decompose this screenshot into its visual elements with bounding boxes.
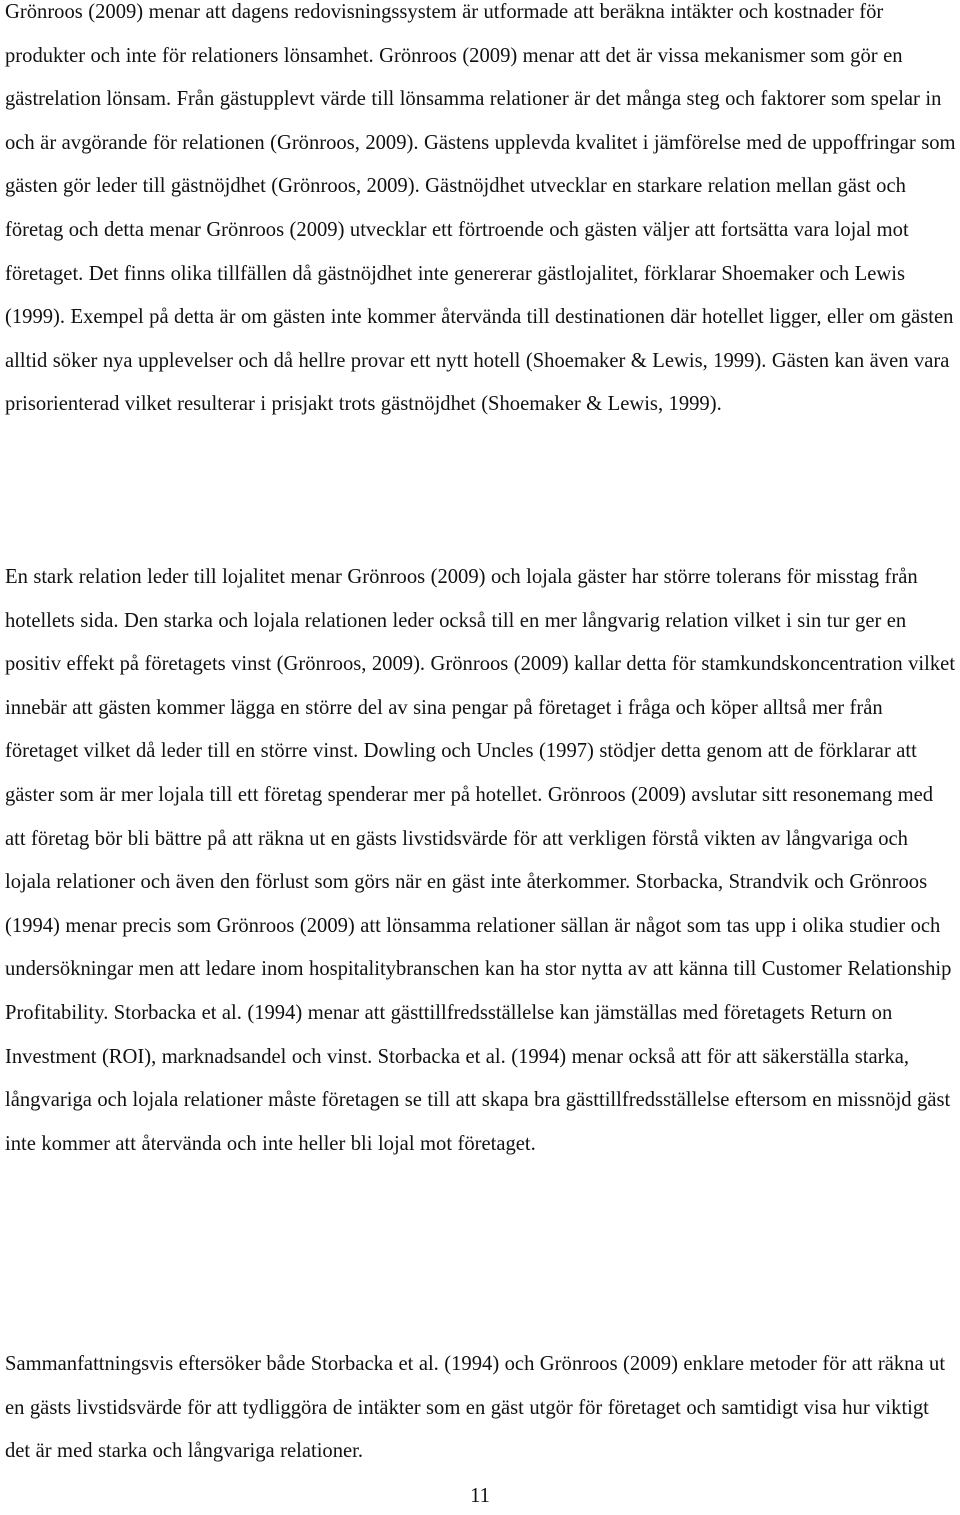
body-paragraph: Sammanfattningsvis eftersöker både Storbacka et al. (1994) och Grönroos (2009) enklare metoder för att räkna ut en gästs livstidsvärde för att tydliggöra de intäkter som en gäst utgör för företaget och samtidigt visa hur viktigt det är med starka och långvariga relationer. [5, 1353, 946, 1463]
page-number: 11 [470, 1485, 490, 1507]
body-paragraph: Grönroos (2009) menar att dagens redovisningssystem är utformade att beräkna intäkter och kostnader för produkter och inte för relationers lönsamhet. Grönroos (2009) menar att det är vissa mekanismer som gör en gästrelation lönsam. Från gästupplevt värde till lönsamma relationer är det många steg och faktorer som spelar in och är avgörande för relationen (Grönroos, 2009). Gästens upplevda kvalitet i jämförelse med de uppoffringar som gästen gör leder till gästnöjdhet (Grönroos, 2009). Gästnöjdhet utvecklar en starkare relation mellan gäst och företag och detta menar Grönroos (2009) utvecklar ett förtroende och gästen väljer att fortsätta vara lojal mot företaget. Det finns olika tillfällen då gästnöjdhet inte genererar gästlojalitet, förklarar Shoemaker och Lewis (1999). Exempel på detta är om gästen inte kommer återvända till destinationen där hotellet ligger, eller om gästen alltid söker nya upplevelser och då hellre provar ett nytt hotell (Shoemaker & Lewis, 1999). Gästen kan även vara prisorienterad vilket resulterar i prisjakt trots gästnöjdhet (Shoemaker & Lewis, 1999). [5, 1, 956, 416]
body-paragraph: En stark relation leder till lojalitet menar Grönroos (2009) och lojala gäster har större tolerans för misstag från hotellets sida. Den starka och lojala relationen leder också till en mer långvarig relation vilket i sin tur ger en positiv effekt på företagets vinst (Grönroos, 2009). Grönroos (2009) kallar detta för stamkundskoncentration vilket innebär att gästen kommer lägga en större del av sina pengar på företaget i fråga och köper alltså mer från företaget vilket då leder till en större vinst. Dowling och Uncles (1997) stödjer detta genom att de förklarar att gäster som är mer lojala till ett företag spenderar mer på hotellet. Grönroos (2009) avslutar sitt resonemang med att företag bör bli bättre på att räkna ut en gästs livstidsvärde för att verkligen förstå vikten av långvariga och lojala relationer och även den förlust som görs när en gäst inte återkommer. Storbacka, Strandvik och Grönroos (1994) menar precis som Grönroos (2009) att lönsamma relationer sällan är något som tas upp i olika studier och undersökningar men att ledare inom hospitalitybranschen kan ha stor nytta av att känna till Customer Relationship Profitability. Storbacka et al. (1994) menar att gästtillfredsställelse kan jämställas med företagets Return on Investment (ROI), marknadsandel och vinst. Storbacka et al. (1994) menar också att för att säkerställa starka, långvariga och lojala relationer måste företagen se till att skapa bra gästtillfredsställelse eftersom en missnöjd gäst inte kommer att återvända och inte heller bli lojal mot företaget. [5, 566, 956, 1155]
